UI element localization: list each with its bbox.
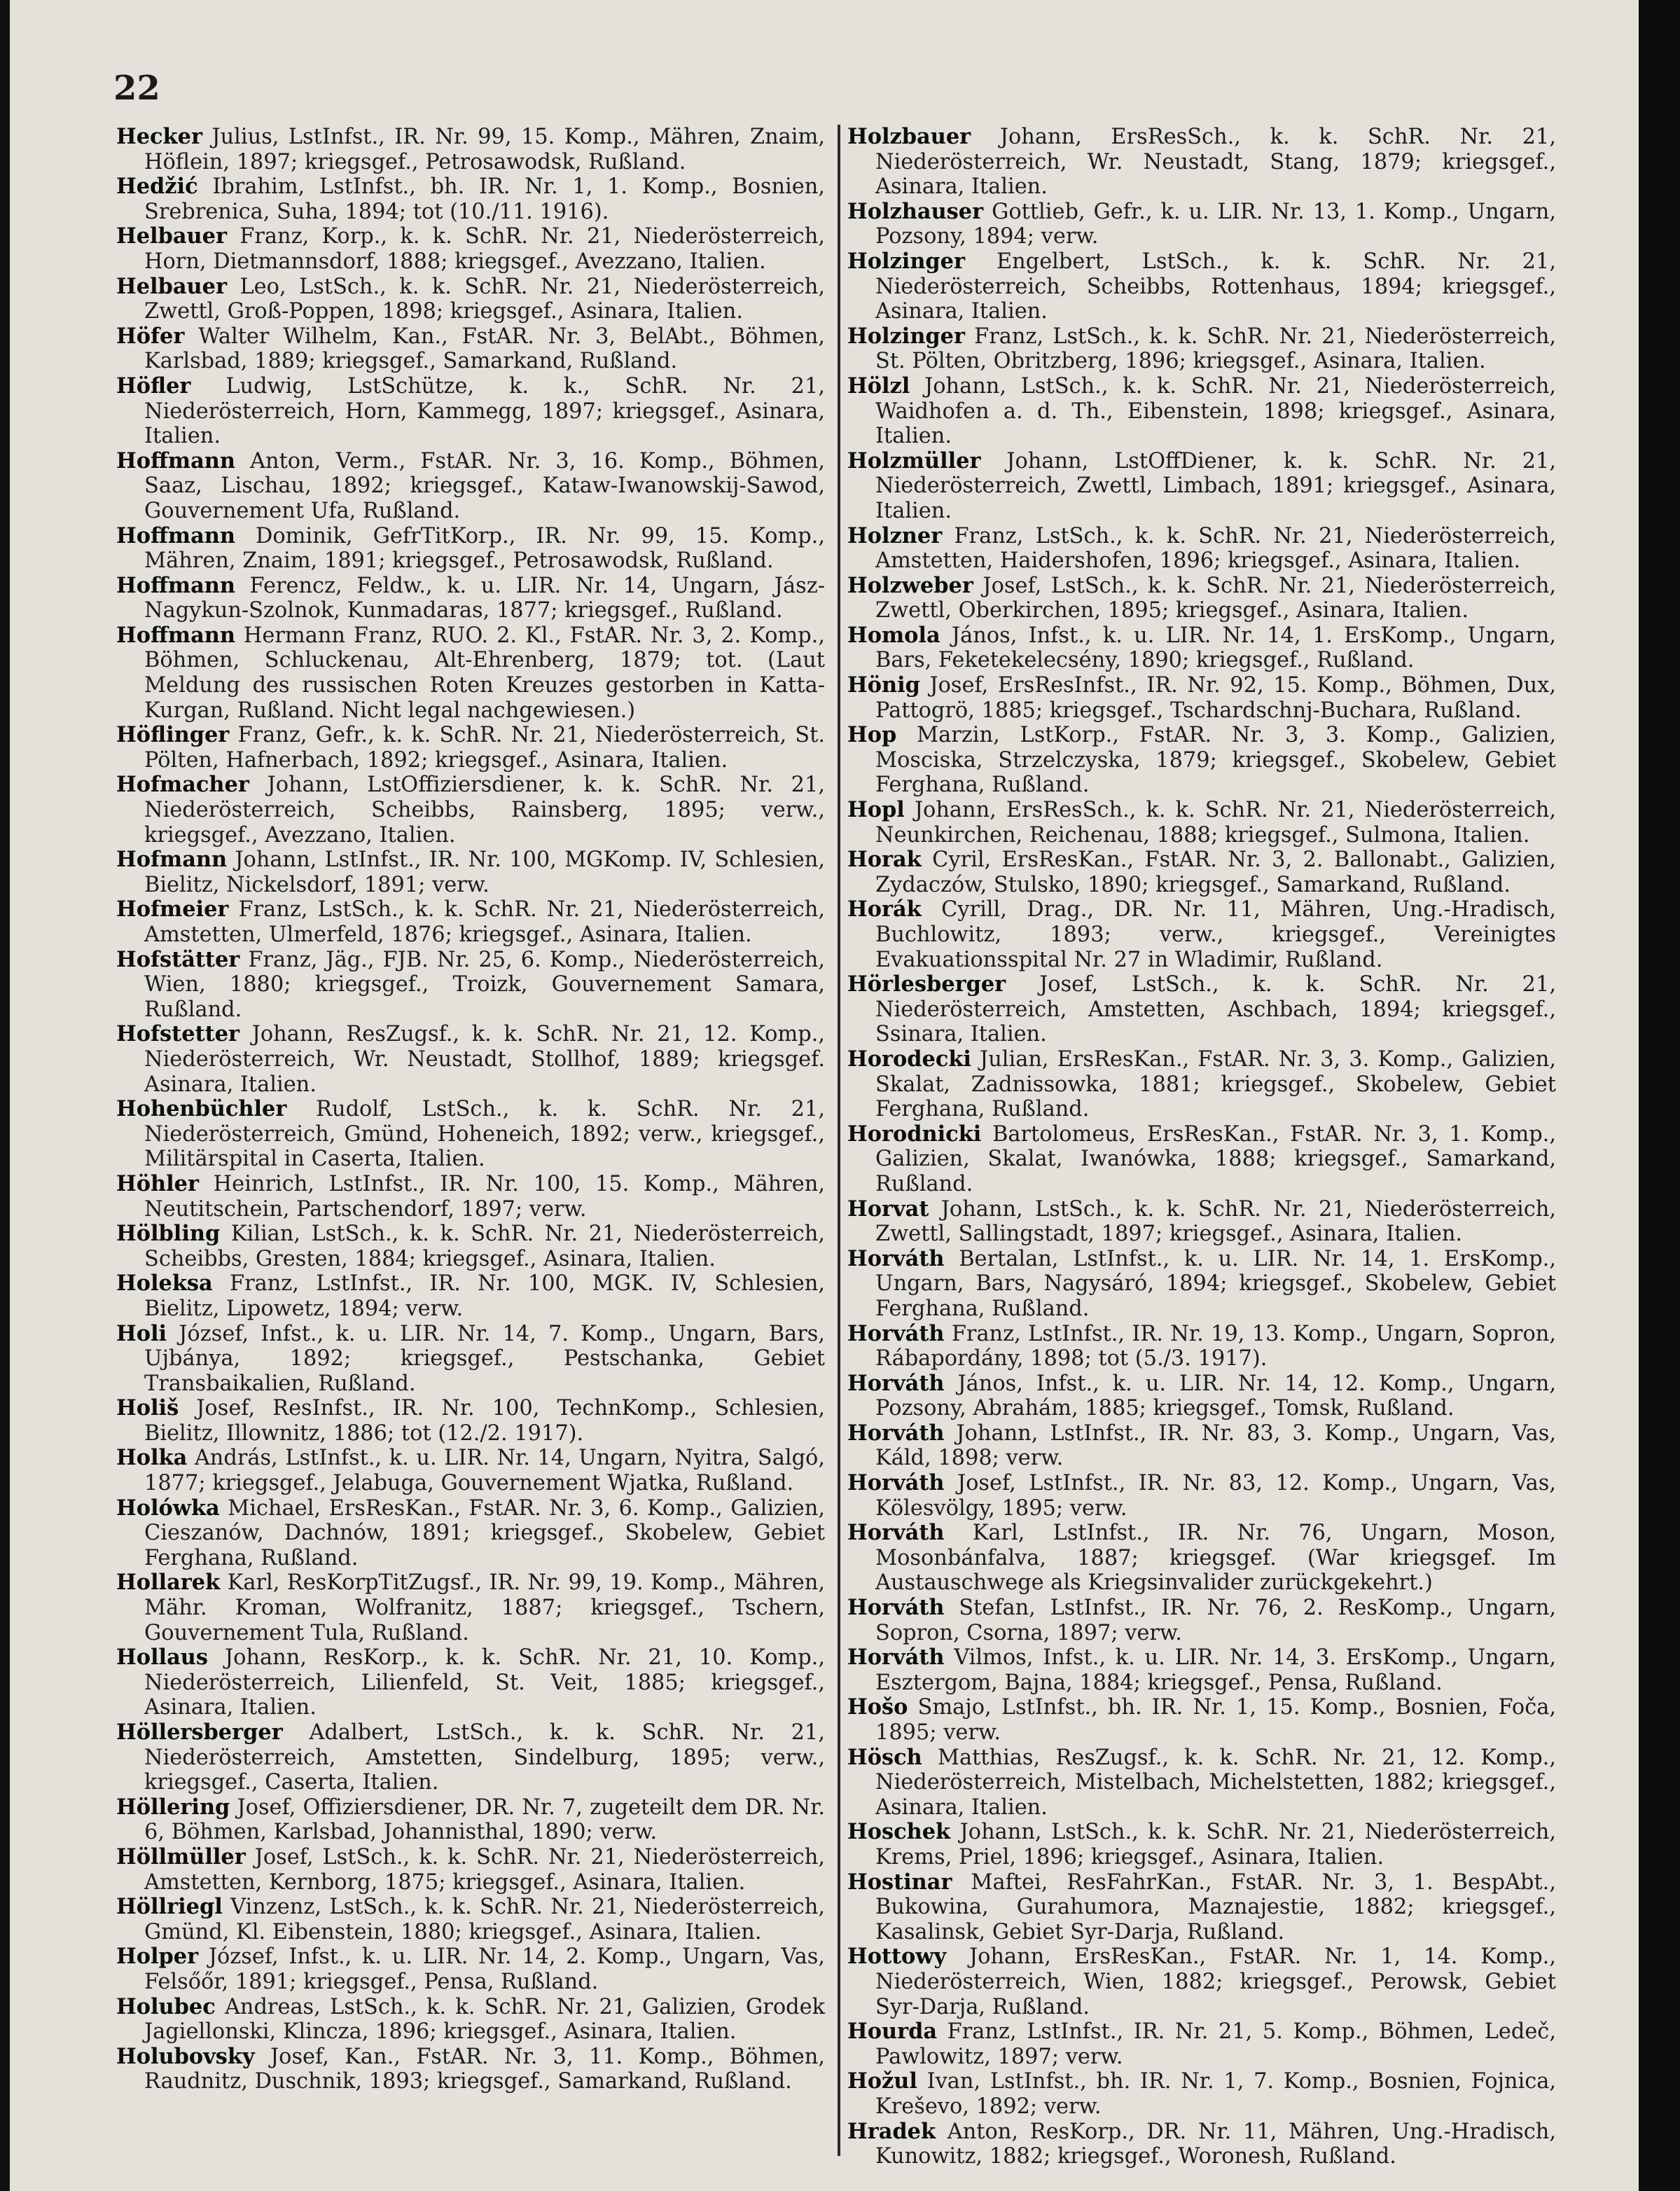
entry-details: Cyril, ErsResKan., FstAR. Nr. 3, 2. Ballonabt., Galizien, Zydaczów, Stulsko, 1890; kriegsgef., Samarkand, Rußland.	[875, 848, 1556, 897]
entry-surname: Homola	[847, 622, 940, 648]
entry-details: Hermann Franz, RUO. 2. Kl., FstAR. Nr. 3, 2. Komp., Böhmen, Schluckenau, Alt-Ehrenberg, 1879; tot. (Laut Meldung des russischen Roten Kreuzes gestorben in Katta-Kurgan, Rußland. Nicht legal nachgewiesen.)	[144, 623, 825, 723]
entry-surname: Hedžić	[116, 174, 198, 200]
entry-details: Johann, LstOffiziersdiener, k. k. SchR. Nr. 21, Niederösterreich, Scheibbs, Rainsberg, 1895; verw., kriegsgef., Avezzano, Italien.	[144, 773, 825, 848]
entry-surname: Holzinger	[847, 323, 966, 349]
entry-surname: Hradek	[847, 2118, 936, 2144]
entry-details: József, Infst., k. u. LIR. Nr. 14, 2. Komp., Ungarn, Vas, Felsőőr, 1891; kriegsgef., Pensa, Rußland.	[144, 1944, 825, 1994]
register-entry	[116, 2045, 825, 2094]
entry-surname: Hofmacher	[116, 772, 249, 798]
entry-details: Heinrich, LstInfst., IR. Nr. 100, 15. Komp., Mähren, Neutitschein, Partschendorf, 1897; verw.	[144, 1171, 825, 1222]
entry-details: Andreas, LstSch., k. k. SchR. Nr. 21, Galizien, Grodek Jagiellonski, Klincza, 1896; kriegsgef., Asinara, Italien.	[144, 1994, 825, 2045]
entry-surname: Horak	[847, 847, 922, 873]
register-entry	[847, 1820, 1556, 1869]
entry-surname: Holzinger	[847, 248, 966, 274]
entry-surname: Horodnicki	[847, 1121, 982, 1147]
entry-details: Rudolf, LstSch., k. k. SchR. Nr. 21, Niederösterreich, Gmünd, Hoheneich, 1892; verw., kriegsgef., Militärspital in Caserta, Italien.	[144, 1097, 825, 1172]
entry-surname: Holi	[116, 1320, 167, 1346]
register-entry	[847, 1645, 1556, 1695]
entry-surname: Hönig	[847, 672, 920, 698]
register-entry	[116, 1022, 825, 1097]
entry-details: Johann, ErsResSch., k. k. SchR. Nr. 21, Niederösterreich, Wr. Neustadt, Stang, 1879; kriegsgef., Asinara, Italien.	[875, 125, 1556, 200]
entry-details: Josef, LstInfst., IR. Nr. 83, 12. Komp., Ungarn, Vas, Kölesvölgy, 1895; verw.	[875, 1471, 1556, 1521]
entry-surname: Hottowy	[847, 1944, 947, 1970]
entry-details: Marzin, LstKorp., FstAR. Nr. 3, 3. Komp., Galizien, Mosciska, Strzelczyska, 1879; kriegsgef., Skobelew, Gebiet Ferghana, Rußland.	[875, 723, 1556, 798]
entry-details: András, LstInfst., k. u. LIR. Nr. 14, Ungarn, Nyitra, Salgó, 1877; kriegsgef., Jelabuga, Gouvernement Wjatka, Rußland.	[144, 1446, 825, 1496]
entry-details: Cyrill, Drag., DR. Nr. 11, Mähren, Ung.-Hradisch, Buchlowitz, 1893; verw., kriegsgef., Vereinigtes Evakuationsspital Nr. 27 in Wladimir, Rußland.	[875, 897, 1556, 972]
entry-details: Josef, ResInfst., IR. Nr. 100, TechnKomp., Schlesien, Bielitz, Illownitz, 1886; tot (12./2. 1917).	[144, 1396, 825, 1446]
register-entry	[847, 1047, 1556, 1122]
entry-surname: Höllmüller	[116, 1844, 246, 1869]
entry-surname: Horváth	[847, 1595, 945, 1621]
entry-surname: Hörlesberger	[847, 972, 1006, 997]
entry-surname: Hölzl	[847, 373, 910, 399]
entry-surname: Hollaus	[116, 1645, 208, 1671]
entry-surname: Horvat	[847, 1196, 929, 1222]
entry-surname: Hourda	[847, 2019, 938, 2045]
entry-surname: Horodecki	[847, 1046, 971, 1072]
entry-surname: Horváth	[847, 1520, 945, 1546]
entry-surname: Holiš	[116, 1395, 179, 1421]
register-entry	[847, 524, 1556, 574]
entry-surname: Hožul	[847, 2068, 917, 2094]
register-entry	[116, 125, 825, 174]
scan-border	[1639, 0, 1680, 2191]
register-entry	[116, 374, 825, 449]
register-entry	[847, 723, 1556, 798]
entry-surname: Horváth	[847, 1420, 945, 1446]
entry-details: Adalbert, LstSch., k. k. SchR. Nr. 21, Niederösterreich, Amstetten, Sindelburg, 1895; verw., kriegsgef., Caserta, Italien.	[144, 1720, 825, 1795]
entry-surname: Holubec	[116, 1993, 216, 2019]
entry-details: Gottlieb, Gefr., k. u. LIR. Nr. 13, 1. Komp., Ungarn, Pozsony, 1894; verw.	[875, 199, 1556, 249]
entry-surname: Horváth	[847, 1470, 945, 1496]
register-entry	[847, 1596, 1556, 1645]
register-entry	[847, 1944, 1556, 2019]
register-entry	[847, 1746, 1556, 1820]
entry-surname: Holzbauer	[847, 124, 971, 149]
register-entry	[847, 200, 1556, 249]
register-entry	[847, 897, 1556, 972]
register-entry	[116, 1570, 825, 1645]
register-entry	[116, 848, 825, 897]
entry-surname: Hofmeier	[116, 897, 229, 922]
entry-surname: Hofmann	[116, 847, 228, 873]
entry-details: Stefan, LstInfst., IR. Nr. 76, 2. ResKomp., Ungarn, Sopron, Csorna, 1897; verw.	[875, 1596, 1556, 1645]
register-entry	[116, 1496, 825, 1571]
entry-details: Franz, Jäg., FJB. Nr. 25, 6. Komp., Niederösterreich, Wien, 1880; kriegsgef., Troizk, Gouvernement Samara, Rußland.	[144, 947, 825, 1022]
entry-details: Julius, LstInfst., IR. Nr. 99, 15. Komp., Mähren, Znaim, Höflein, 1897; kriegsgef., Petrosawodsk, Rußland.	[144, 125, 825, 174]
entry-surname: Hop	[847, 722, 897, 748]
column-divider	[838, 125, 840, 2156]
entry-details: Johann, LstSch., k. k. SchR. Nr. 21, Niederösterreich, Krems, Priel, 1896; kriegsgef., Asinara, Italien.	[875, 1820, 1556, 1869]
entry-details: Ludwig, LstSchütze, k. k., SchR. Nr. 21, Niederösterreich, Horn, Kammegg, 1897; kriegsgef., Asinara, Italien.	[144, 373, 825, 449]
entry-details: Franz, Korp., k. k. SchR. Nr. 21, Niederösterreich, Horn, Dietmannsdorf, 1888; kriegsgef., Avezzano, Italien.	[144, 224, 825, 274]
entry-details: Franz, Gefr., k. k. SchR. Nr. 21, Niederösterreich, St. Pölten, Hafnerbach, 1892; kriegsgef., Asinara, Italien.	[144, 723, 825, 773]
entry-surname: Holubovsky	[116, 2043, 255, 2069]
entry-details: Johann, ErsResSch., k. k. SchR. Nr. 21, Niederösterreich, Neunkirchen, Reichenau, 1888; kriegsgef., Sulmona, Italien.	[875, 798, 1556, 848]
register-entry	[847, 374, 1556, 449]
register-entry	[847, 673, 1556, 723]
entry-details: Maftei, ResFahrKan., FstAR. Nr. 3, 1. BespAbt., Bukowina, Gurahumora, Maznajestie, 1882; kriegsgef., Kasalinsk, Gebiet Syr-Darja, Rußland.	[875, 1869, 1556, 1944]
entry-surname: Hoffmann	[116, 572, 235, 598]
entry-details: Josef, ErsResInfst., IR. Nr. 92, 15. Komp., Böhmen, Dux, Pattogrö, 1885; kriegsgef., Tschardschnj-Buchara, Rußland.	[875, 673, 1556, 723]
entry-surname: Helbauer	[116, 223, 227, 249]
entry-details: Johann, LstInfst., IR. Nr. 100, MGKomp. IV, Schlesien, Bielitz, Nickelsdorf, 1891; verw.	[144, 848, 825, 897]
entry-surname: Hollarek	[116, 1570, 221, 1596]
register-entry	[847, 848, 1556, 897]
entry-surname: Hoschek	[847, 1819, 951, 1845]
entry-surname: Hopl	[847, 797, 905, 823]
register-entry	[847, 1247, 1556, 1322]
entry-details: János, Infst., k. u. LIR. Nr. 14, 1. ErsKomp., Ungarn, Bars, Feketekelecsény, 1890; kriegsgef., Rußland.	[875, 623, 1556, 673]
entry-details: Franz, LstInfst., IR. Nr. 21, 5. Komp., Böhmen, Ledeč, Pawlowitz, 1897; verw.	[875, 2019, 1556, 2069]
register-entry	[116, 1271, 825, 1321]
register-entry	[116, 1845, 825, 1895]
register-entry	[847, 449, 1556, 524]
entry-surname: Helbauer	[116, 273, 227, 299]
register-entry	[116, 574, 825, 623]
entry-details: Engelbert, LstSch., k. k. SchR. Nr. 21, Niederösterreich, Scheibbs, Rottenhaus, 1894; kriegsgef., Asinara, Italien.	[875, 249, 1556, 324]
entry-details: Johann, ResZugsf., k. k. SchR. Nr. 21, 12. Komp., Niederösterreich, Wr. Neustadt, Stollhof, 1889; kriegsgef. Asinara, Italien.	[144, 1022, 825, 1097]
register-entry	[847, 1322, 1556, 1371]
entry-surname: Höfer	[116, 323, 185, 349]
entry-surname: Holówka	[116, 1495, 220, 1521]
register-entry	[847, 324, 1556, 374]
register-entry	[116, 1944, 825, 1994]
register-entry	[116, 897, 825, 947]
entry-surname: Hostinar	[847, 1869, 952, 1895]
entry-details: Anton, Verm., FstAR. Nr. 3, 16. Komp., Böhmen, Saaz, Lischau, 1892; kriegsgef., Kataw-Iwanowskij-Sawod, Gouvernement Ufa, Rußland.	[144, 448, 825, 523]
register-entry	[847, 249, 1556, 324]
entry-details: Matthias, ResZugsf., k. k. SchR. Nr. 21, 12. Komp., Niederösterreich, Mistelbach, Michelstetten, 1882; kriegsgef., Asinara, Italien.	[875, 1745, 1556, 1820]
entry-details: Bartolomeus, ErsResKan., FstAR. Nr. 3, 1. Komp., Galizien, Skalat, Iwanówka, 1888; kriegsgef., Samarkand, Rußland.	[875, 1121, 1556, 1196]
register-entry	[847, 1122, 1556, 1197]
register-entry	[116, 1097, 825, 1172]
entry-details: Smajo, LstInfst., bh. IR. Nr. 1, 15. Komp., Bosnien, Foča, 1895; verw.	[875, 1695, 1556, 1745]
register-entry	[116, 623, 825, 723]
register-entry	[847, 125, 1556, 200]
register-entry	[847, 1421, 1556, 1471]
register-entry	[116, 1995, 825, 2045]
entry-surname: Hecker	[116, 124, 202, 149]
entry-details: Johann, ErsResKan., FstAR. Nr. 1, 14. Komp., Niederösterreich, Wien, 1882; kriegsgef., Perowsk, Gebiet Syr-Darja, Rußland.	[875, 1944, 1556, 2019]
entry-surname: Holper	[116, 1944, 199, 1970]
entry-surname: Horváth	[847, 1645, 945, 1671]
register-entry	[116, 324, 825, 374]
register-entry	[116, 1446, 825, 1495]
entry-surname: Holzhauser	[847, 198, 984, 224]
register-entry	[847, 1695, 1556, 1745]
entry-surname: Hoffmann	[116, 448, 235, 474]
entry-details: Karl, LstInfst., IR. Nr. 76, Ungarn, Moson, Mosonbánfalva, 1887; kriegsgef. (War kriegsgef. Im Austauschwege als Kriegsinvalider zurückgekehrt.)	[875, 1521, 1556, 1596]
register-entry	[847, 1521, 1556, 1596]
entry-surname: Höfler	[116, 373, 191, 399]
entry-details: Franz, LstSch., k. k. SchR. Nr. 21, Niederösterreich, Amstetten, Ulmerfeld, 1876; kriegsgef., Asinara, Italien.	[144, 897, 825, 947]
entry-details: Johann, LstSch., k. k. SchR. Nr. 21, Niederösterreich, Zwettl, Sallingstadt, 1897; kriegsgef., Asinara, Italien.	[875, 1196, 1556, 1247]
register-entry	[116, 1645, 825, 1720]
entry-surname: Hošo	[847, 1694, 908, 1720]
entry-details: Franz, LstSch., k. k. SchR. Nr. 21, Niederösterreich, Amstetten, Haidershofen, 1896; kriegsgef., Asinara, Italien.	[875, 523, 1556, 574]
entry-surname: Hölbling	[116, 1221, 221, 1247]
entry-details: Vinzenz, LstSch., k. k. SchR. Nr. 21, Niederösterreich, Gmünd, Kl. Eibenstein, 1880; kriegsgef., Asinara, Italien.	[144, 1895, 825, 1944]
register-entry	[116, 224, 825, 274]
entry-surname: Holeksa	[116, 1271, 213, 1297]
entry-surname: Hofstetter	[116, 1021, 239, 1047]
register-entry	[116, 174, 825, 224]
entry-details: Josef, Kan., FstAR. Nr. 3, 11. Komp., Böhmen, Raudnitz, Duschnik, 1893; kriegsgef., Samarkand, Rußland.	[144, 2044, 825, 2094]
entry-details: Franz, LstSch., k. k. SchR. Nr. 21, Niederösterreich, St. Pölten, Obritzberg, 1896; kriegsgef., Asinara, Italien.	[875, 324, 1556, 374]
entry-surname: Holka	[116, 1445, 188, 1471]
entry-surname: Höllriegl	[116, 1894, 223, 1920]
entry-details: Josef, LstSch., k. k. SchR. Nr. 21, Niederösterreich, Amstetten, Aschbach, 1894; kriegsgef., Ssinara, Italien.	[875, 972, 1556, 1047]
entry-surname: Hofstätter	[116, 946, 240, 972]
register-entry	[116, 1720, 825, 1795]
entry-surname: Horváth	[847, 1245, 945, 1271]
entry-details: Ibrahim, LstInfst., bh. IR. Nr. 1, 1. Komp., Bosnien, Srebrenica, Suha, 1894; tot (10./11. 1916).	[144, 174, 825, 224]
register-entry	[116, 1222, 825, 1271]
entry-details: József, Infst., k. u. LIR. Nr. 14, 7. Komp., Ungarn, Bars, Ujbánya, 1892; kriegsgef., Pestschanka, Gebiet Transbaikalien, Rußland.	[144, 1321, 825, 1396]
entry-surname: Höhler	[116, 1170, 199, 1196]
entry-details: János, Infst., k. u. LIR. Nr. 14, 12. Komp., Ungarn, Pozsony, Abrahám, 1885; kriegsgef., Tomsk, Rußland.	[875, 1371, 1556, 1421]
register-entry	[116, 275, 825, 324]
entry-details: Franz, LstInfst., IR. Nr. 100, MGK. IV, Schlesien, Bielitz, Lipowetz, 1894; verw.	[144, 1271, 825, 1321]
register-entry	[116, 449, 825, 524]
register-entry	[847, 1870, 1556, 1945]
entry-details: Ivan, LstInfst., bh. IR. Nr. 1, 7. Komp., Bosnien, Fojnica, Kreševo, 1892; verw.	[875, 2069, 1557, 2119]
entry-details: Josef, LstSch., k. k. SchR. Nr. 21, Niederösterreich, Zwettl, Oberkirchen, 1895; kriegsgef., Asinara, Italien.	[875, 573, 1556, 623]
register-entry	[116, 1322, 825, 1397]
entry-surname: Hoffmann	[116, 523, 235, 548]
entry-details: Bertalan, LstInfst., k. u. LIR. Nr. 14, 1. ErsKomp., Ungarn, Bars, Nagysáró, 1894; kriegsgef., Skobelew, Gebiet Ferghana, Rußland.	[875, 1246, 1556, 1321]
entry-surname: Hösch	[847, 1744, 922, 1770]
entry-surname: Höllering	[116, 1794, 230, 1820]
entry-details: Josef, LstSch., k. k. SchR. Nr. 21, Niederösterreich, Amstetten, Kernborg, 1875; kriegsgef., Asinara, Italien.	[144, 1844, 825, 1895]
register-entry	[847, 574, 1556, 623]
register-entry	[116, 723, 825, 773]
entry-details: Ferencz, Feldw., k. u. LIR. Nr. 14, Ungarn, Jász-Nagykun-Szolnok, Kunmadaras, 1877; kriegsgef., Rußland.	[144, 573, 825, 623]
register-entry	[847, 1197, 1556, 1247]
entry-surname: Holzmüller	[847, 448, 981, 474]
register-entry	[116, 524, 825, 574]
left-column	[116, 125, 825, 2156]
entry-details: Johann, LstSch., k. k. SchR. Nr. 21, Niederösterreich, Waidhofen a. d. Th., Eibenstein, 1898; kriegsgef., Asinara, Italien.	[875, 373, 1556, 449]
register-entry	[847, 1371, 1556, 1421]
register-entry	[847, 623, 1556, 673]
entry-surname: Holzweber	[847, 572, 973, 598]
entry-surname: Hohenbüchler	[116, 1096, 287, 1122]
entry-details: Karl, ResKorpTitZugsf., IR. Nr. 99, 19. Komp., Mähren, Mähr. Kroman, Wolfranitz, 1887; kriegsgef., Tschern, Gouvernement Tula, Rußland.	[144, 1570, 825, 1645]
entry-details: Vilmos, Infst., k. u. LIR. Nr. 14, 3. ErsKomp., Ungarn, Esztergom, Bajna, 1884; kriegsgef., Pensa, Rußland.	[875, 1645, 1556, 1695]
register-entry	[847, 798, 1556, 848]
entry-surname: Horváth	[847, 1320, 945, 1346]
entry-surname: Höllersberger	[116, 1720, 283, 1745]
register-entry	[116, 1396, 825, 1446]
entry-details: Anton, ResKorp., DR. Nr. 11, Mähren, Ung.-Hradisch, Kunowitz, 1882; kriegsgef., Woronesh, Rußland.	[875, 2119, 1556, 2169]
entry-surname: Horváth	[847, 1370, 945, 1396]
register-entry	[116, 773, 825, 848]
entry-details: Johann, LstInfst., IR. Nr. 83, 3. Komp., Ungarn, Vas, Káld, 1898; verw.	[875, 1421, 1556, 1471]
register-entry	[116, 948, 825, 1023]
register-entry	[847, 2019, 1556, 2069]
entry-surname: Hoffmann	[116, 622, 235, 648]
entry-details: Johann, ResKorp., k. k. SchR. Nr. 21, 10. Komp., Niederösterreich, Lilienfeld, St. Veit, 1885; kriegsgef., Asinara, Italien.	[144, 1645, 825, 1720]
entry-details: Kilian, LstSch., k. k. SchR. Nr. 21, Niederösterreich, Scheibbs, Gresten, 1884; kriegsgef., Asinara, Italien.	[144, 1222, 825, 1271]
entry-details: Michael, ErsResKan., FstAR. Nr. 3, 6. Komp., Galizien, Cieszanów, Dachnów, 1891; kriegsgef., Skobelew, Gebiet Ferghana, Rußland.	[144, 1495, 825, 1570]
register-entry	[847, 1471, 1556, 1521]
register-entry	[116, 1795, 825, 1845]
right-column	[847, 124, 1557, 2169]
entry-surname: Holzner	[847, 523, 943, 548]
entry-surname: Horák	[847, 897, 922, 922]
register-entry	[116, 1895, 825, 1944]
register-entry	[847, 972, 1556, 1047]
entry-details: Leo, LstSch., k. k. SchR. Nr. 21, Niederösterreich, Zwettl, Groß-Poppen, 1898; kriegsgef., Asinara, Italien.	[144, 274, 825, 324]
entry-surname: Höflinger	[116, 722, 230, 748]
entry-details: Johann, LstOffDiener, k. k. SchR. Nr. 21, Niederösterreich, Zwettl, Limbach, 1891; kriegsgef., Asinara, Italien.	[875, 448, 1556, 523]
register-entry	[847, 2120, 1556, 2169]
register-entry	[116, 1172, 825, 1222]
entry-details: Josef, Offiziersdiener, DR. Nr. 7, zugeteilt dem DR. Nr. 6, Böhmen, Karlsbad, Johannisthal, 1890; verw.	[144, 1795, 825, 1845]
register-entry	[847, 2069, 1556, 2119]
entry-details: Dominik, GefrTitKorp., IR. Nr. 99, 15. Komp., Mähren, Znaim, 1891; kriegsgef., Petrosawodsk, Rußland.	[144, 523, 825, 574]
book-page	[10, 0, 1639, 2191]
entry-details: Walter Wilhelm, Kan., FstAR. Nr. 3, BelAbt., Böhmen, Karlsbad, 1889; kriegsgef., Samarkand, Rußland.	[144, 324, 825, 374]
page-number: 22	[113, 69, 160, 108]
entry-details: Julian, ErsResKan., FstAR. Nr. 3, 3. Komp., Galizien, Skalat, Zadnissowka, 1881; kriegsgef., Skobelew, Gebiet Ferghana, Rußland.	[875, 1046, 1556, 1122]
entry-details: Franz, LstInfst., IR. Nr. 19, 13. Komp., Ungarn, Sopron, Rábapordány, 1898; tot (5./3. 1917).	[875, 1321, 1556, 1371]
